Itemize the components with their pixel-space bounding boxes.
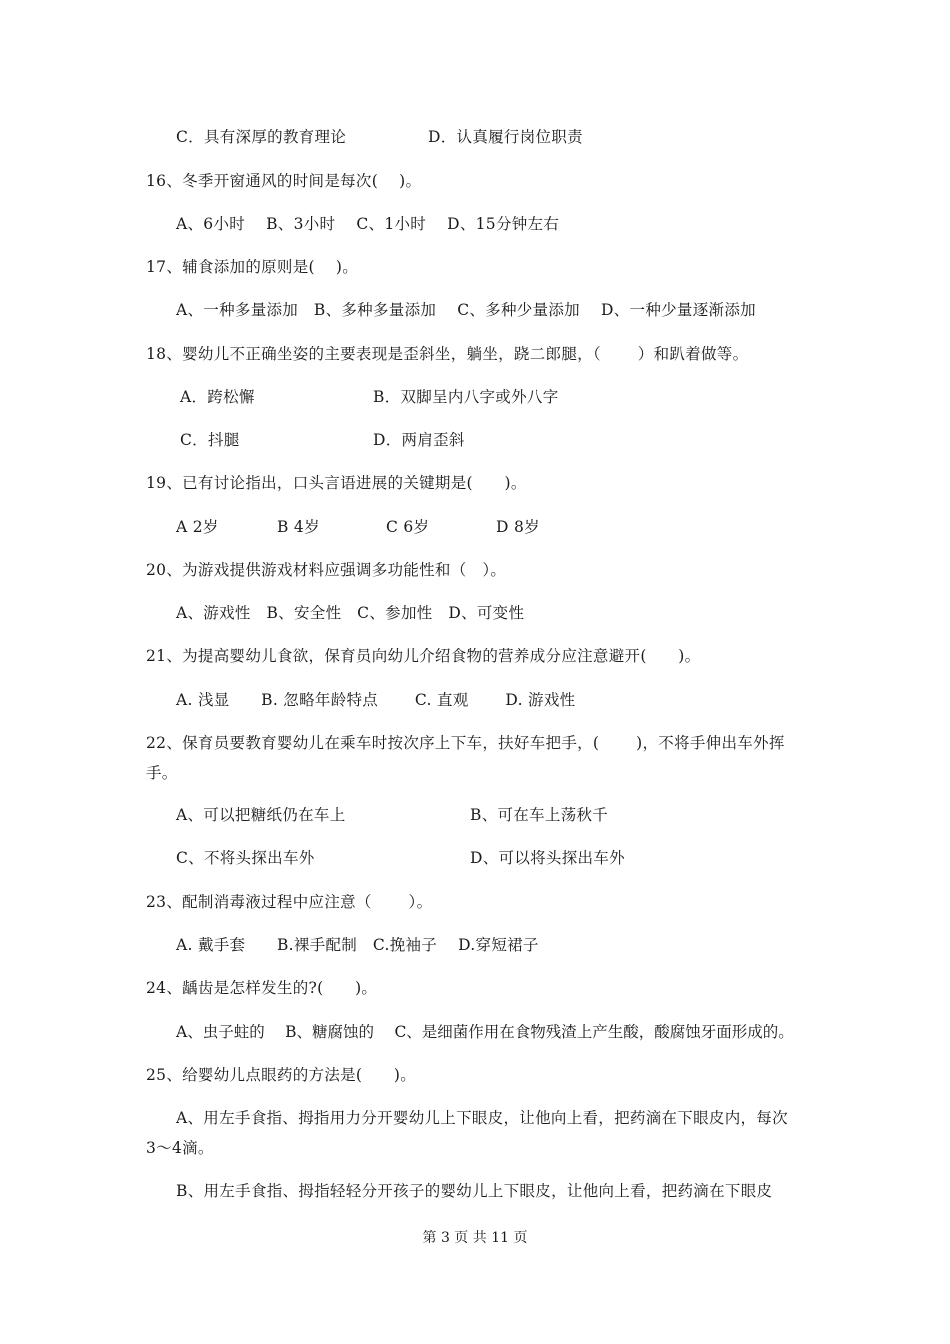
question-25: 25、给婴幼儿点眼药的方法是( )。: [146, 1066, 417, 1084]
question-22: 22、保育员要教育婴幼儿在乘车时按次序上下车，扶好车把手，( )，不将手伸出车外挥手。: [146, 734, 785, 782]
question-18: 18、婴幼儿不正确坐姿的主要表现是歪斜坐，躺坐，跷二郎腿，（ ）和趴着做等。: [146, 345, 749, 363]
option-18c: C．抖腿: [180, 431, 240, 449]
option-18d: D．两肩歪斜: [373, 431, 465, 449]
question-19: 19、已有讨论指出，口头言语进展的关键期是( )。: [146, 474, 527, 492]
options-16: A、6小时 B、3小时 C、1小时 D、15分钟左右: [176, 215, 560, 233]
option-18b: B．双脚呈内八字或外八字: [373, 388, 559, 406]
option-15d: D．认真履行岗位职责: [428, 128, 583, 146]
option-22d: D、可以将头探出车外: [470, 849, 625, 867]
option-22b: B、可在车上荡秋千: [470, 806, 609, 824]
option-19b: B 4岁: [277, 518, 320, 536]
page-footer: 第 3 页 共 11 页: [422, 1230, 528, 1246]
question-17: 17、辅食添加的原则是( )。: [146, 258, 359, 276]
option-19c: C 6岁: [386, 518, 430, 536]
option-25b: B、用左手食指、拇指轻轻分开孩子的婴幼儿上下眼皮，让他向上看，把药滴在下眼皮: [176, 1182, 773, 1200]
option-22a: A、可以把糖纸仍在车上: [176, 806, 346, 824]
option-15c: C．具有深厚的教育理论: [176, 128, 347, 146]
question-20: 20、为游戏提供游戏材料应强调多功能性和（ ）。: [146, 561, 507, 579]
options-17: A、一种多量添加 B、多种多量添加 C、多种少量添加 D、一种少量逐渐添加: [176, 301, 756, 319]
option-22c: C、不将头探出车外: [176, 849, 315, 867]
question-21: 21、为提高婴幼儿食欲，保育员向幼儿介绍食物的营养成分应注意避开( )。: [146, 647, 701, 665]
options-21: A. 浅显 B. 忽略年龄特点 C. 直观 D. 游戏性: [176, 691, 576, 709]
option-19d: D 8岁: [496, 518, 540, 536]
question-23: 23、配制消毒液过程中应注意（ ）。: [146, 893, 433, 911]
options-20: A、游戏性 B、安全性 C、参加性 D、可变性: [176, 604, 525, 622]
option-18a: A．跨松懈: [180, 388, 255, 406]
options-23: A. 戴手套 B.裸手配制 C.挽袖子 D.穿短裙子: [176, 936, 539, 954]
question-24: 24、龋齿是怎样发生的?( )。: [146, 979, 378, 997]
question-16: 16、冬季开窗通风的时间是每次( )。: [146, 172, 422, 190]
option-19a: A 2岁: [176, 518, 219, 536]
option-25a: A、用左手食指、拇指用力分开婴幼儿上下眼皮，让他向上看，把药滴在下眼皮内，每次3～4滴。: [146, 1109, 788, 1157]
options-24: A、虫子蛀的 B、糖腐蚀的 C、是细菌作用在食物残渣上产生酸，酸腐蚀牙面形成的。: [176, 1023, 794, 1041]
